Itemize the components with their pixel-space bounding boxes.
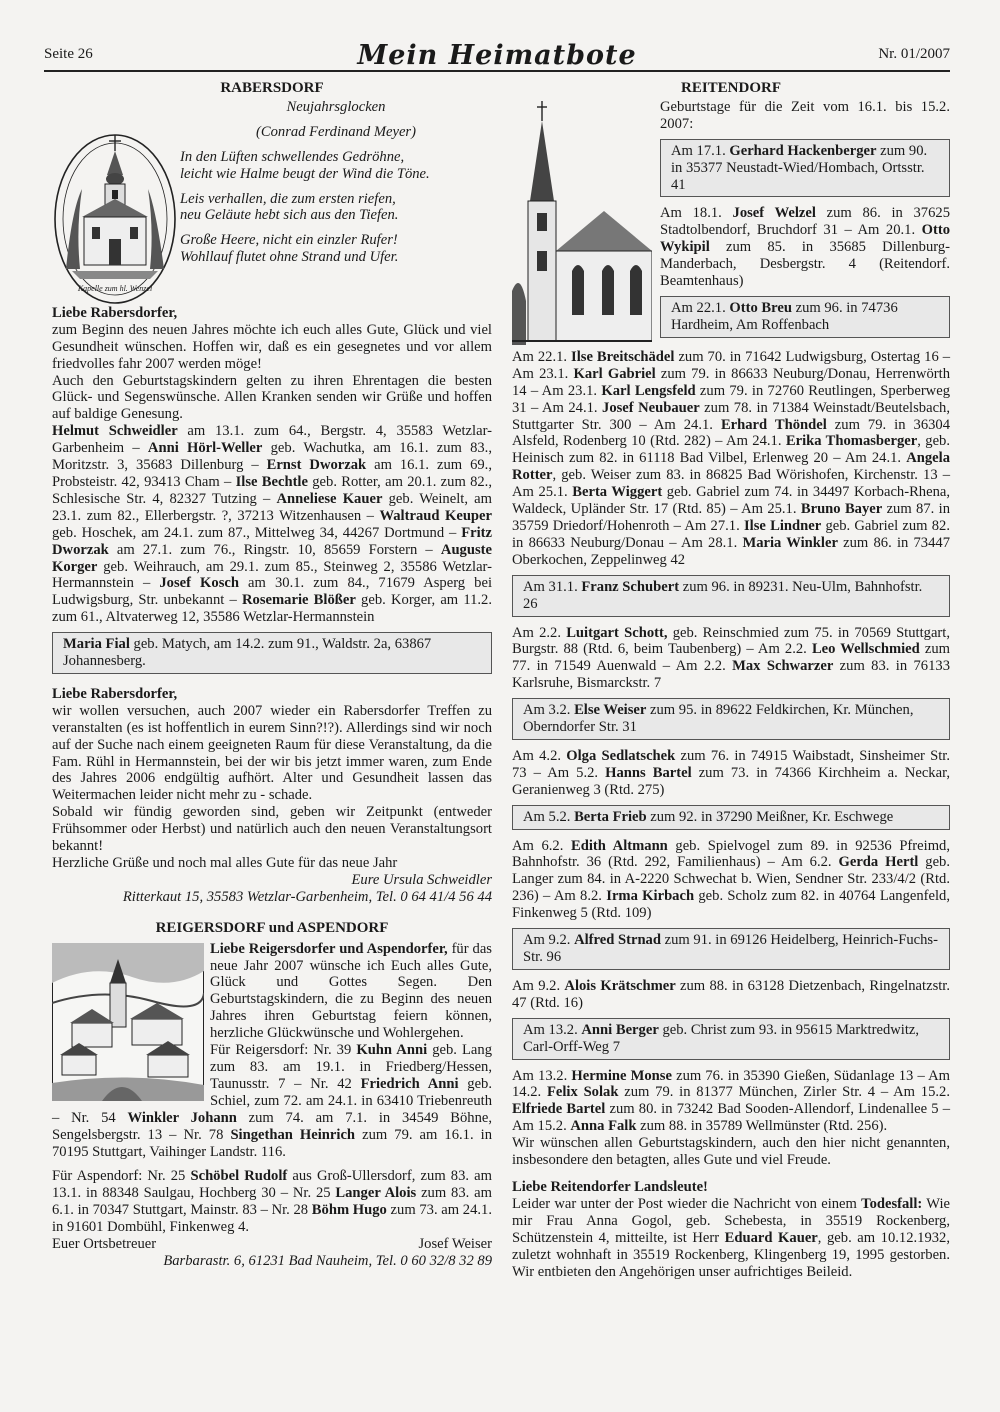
birthday-entry: Am 13.2. Hermine Monse zum 76. in 35390 Gießen, Südanlage 13 – Am 14.2. Felix Solak zum 79. in 81377 München, Zirler Str. 4 – Am 15.2. Elfriede Bartel zum 80. in 73242 Bad Sooden-Allendorf, Lindenallee 5 – Am 15.2. Anna Falk zum 88. in 35789 Wellmünster (Rtd. 256). bbox=[512, 1067, 951, 1135]
greeting-rabersdorf-2: Liebe Rabersdorfer, bbox=[52, 685, 178, 702]
intro-paragraph-2: Auch den Geburtstagskindern gelten zu ihren Ehrentagen die besten Glück- und Segenswünsche. Allen Kranken senden wir Grüße und hoffen auf baldige Genesung. bbox=[52, 372, 492, 423]
meeting-paragraph-2: Sobald wir fündig geworden sind, geben wir Zeitpunkt (entweder Frühsommer oder Herbst) und natürlich auch den neuen Veranstaltungsort bekannt! bbox=[52, 804, 492, 855]
birthday-entry: Am 6.2. Edith Altmann geb. Spielvogel zum 89. in 92536 Pfreimd, Bahnhofstr. 36 (Rtd. 292, Familienhaus) – Am 6.2. Gerda Hertl geb. Langer zum 84. in A-2220 Schwechat b. Wien, Sendner Str. 233/4/2 (Rtd. 236) – Am 8.2. Irma Kirbach geb. Scholz zum 82. in 40764 Langenfeld, Finkenweg 5 (Rtd. 109) bbox=[512, 837, 950, 922]
highlight-box-breu: Am 22.1. Otto Breu zum 96. in 74736 Hardheim, Am Roffenbach bbox=[660, 296, 950, 338]
closing-paragraph: Herzliche Grüße und noch mal alles Gute für das neue Jahr bbox=[52, 855, 398, 871]
wish-paragraph: Wir wünschen allen Geburtstagskindern, auch den hier nicht genannten, insbesondere den betagten, alles Gute und viel Freude. bbox=[512, 1135, 950, 1169]
birthday-list-reitendorf: Am 22.1. Ilse Breitschädel zum 70. in 71642 Ludwigsburg, Ostertag 16 – Am 23.1. Karl Gabriel zum 79. in 86633 Neuburg/Donau, Herrenwörth 14 – Am 23.1. Karl Lengsfeld zum 79. in 72760 Reutlingen, Sperberweg 31 – Am 24.1. Josef Neubauer zum 78. in 71384 Weinstadt/Beutelsbach, Stuttgarter Str. 300 – Am 24.1. Erhard Thöndel zum 79. in 36304 Alsfeld, Rodenberg 10 (Rtd. 282) – Am 24.1. Erika Thomasberger, geb. Heinisch zum 82. in 61118 Bad Vilbel, Erlenweg 20 – Am 24.1. Angela Rotter, geb. Weiser zum 83. in 86825 Bad Wörishofen, Kirchenstr. 13 – Am 25.1. Berta Wiggert geb. Gabriel zum 74. in 34497 Korbach-Rhena, Waldeck, Upländer Str. 17 (Rtd. 85) – Am 25.1. Bruno Bayer zum 87. in 35759 Driedorf/Hohenroth – Am 27.1. Ilse Lindner geb. Gabriel zum 82. in 86633 Neuburg/Donau – Am 28.1. Maria Winkler zum 86. in 73447 Oberkochen, Zeppelinweg 42 bbox=[512, 348, 951, 568]
masthead: Mein Heimatbote bbox=[357, 40, 637, 71]
poem-line: Große Heere, nicht ein einzler Rufer! bbox=[180, 232, 398, 249]
meeting-paragraph: wir wollen versuchen, auch 2007 wieder ein Rabersdorfer Treffen zu veranstalten (es ist hoffentlich in eurem Sinn?!?). Allerdings sind wir noch auf der Suche nach einem geeigneten Raum für diese Veranstaltung, da die Fam. Rühl in Hermannstein, bei der wir bis jetzt immer waren, zum Ende des Jahres 2006 endgültig aufhört. Alter und Gesundheit lassen das Weitermachen leider nicht mehr zu - schade. bbox=[52, 702, 492, 804]
highlight-box-strnad: Am 9.2. Alfred Strnad zum 91. in 69126 Heidelberg, Heinrich-Fuchs-Str. 96 bbox=[512, 928, 950, 970]
highlight-box-schubert: Am 31.1. Franz Schubert zum 96. in 89231. Neu-Ulm, Bahnhofstr. 26 bbox=[512, 575, 950, 617]
issue-number: Nr. 01/2007 bbox=[878, 46, 950, 62]
signature-name: Eure Ursula Schweidler bbox=[351, 871, 492, 888]
birthday-list-rabersdorf: Helmut Schweidler am 13.1. zum 64., Bergstr. 4, 35583 Wetzlar-Garbenheim – Anni Hörl-Weller geb. Wachutka, am 16.1. zum 83., Moritzstr. 3, 35683 Dillenburg – Ernst Dworzak am 16.1. zum 69., Probsteistr. 42, 93413 Cham – Ilse Bechtle geb. Rotter, am 20.1. zum 82., Schlesische Str. 4, 82327 Tutzing – Anneliese Kauer geb. Weinelt, am 23.1. zum 82., Ellerbergstr. ?, 37213 Witzenhausen – Waltraud Keuper geb. Hoschek, am 24.1. zum 87., Mittelweg 34, 44267 Dortmund – Fritz Dworzak am 27.1. zum 76., Ringstr. 10, 85659 Forstern – Auguste Korger geb. Weihrauch, am 29.1. zum 85., Steinweg 2, 35586 Wetzlar-Hermannstein – Josef Kosch am 30.1. zum 84., 71679 Asperg bei Ludwigsburg, Str. unbekannt – Rosemarie Blößer geb. Korger, am 11.2. zum 61., Altvaterweg 12, 35586 Wetzlar-Hermannstein bbox=[52, 423, 493, 626]
header-rule bbox=[44, 70, 950, 72]
poem bbox=[180, 99, 492, 266]
highlight-box-maria-fial: Maria Fial geb. Matych, am 14.2. zum 91., Waldstr. 2a, 63867 Johannesberg. bbox=[52, 632, 492, 674]
birthday-list-aspendorf: Für Aspendorf: Nr. 25 Schöbel Rudolf aus Groß-Ullersdorf, zum 83. am 13.1. in 88348 Saulgau, Hochberg 30 – Nr. 25 Langer Alois zum 83. am 6.1. in 70347 Stuttgart, Mainstr. 83 – Nr. 28 Böhm Hugo zum 73. am 24.1. in 91601 Dombühl, Finkenweg 4. bbox=[52, 1168, 492, 1236]
highlight-box-weiser: Am 3.2. Else Weiser zum 95. in 89622 Feldkirchen, Kr. München, Oberndorfer Str. 31 bbox=[512, 698, 950, 740]
poem-line: In den Lüften schwellendes Gedröhne, bbox=[180, 148, 405, 165]
greeting-reitendorf: Liebe Reitendorfer Landsleute! bbox=[512, 1178, 708, 1195]
page-number: Seite 26 bbox=[44, 46, 93, 62]
highlight-box-frieb: Am 5.2. Berta Frieb zum 92. in 37290 Meißner, Kr. Eschwege bbox=[512, 805, 950, 830]
birthday-entry: Am 2.2. Luitgart Schott, geb. Reinschmied zum 75. in 70569 Stuttgart, Burgstr. 88 (Rtd. 6, beim Taubenberg) – Am 2.2. Leo Wellschmied zum 77. in 71549 Auenwald – Am 2.2. Max Schwarzer zum 83. in 76133 Karlsruhe, Bismarckstr. 7 bbox=[512, 624, 950, 692]
reigersdorf-block bbox=[52, 941, 492, 1270]
emblem-caption: Kapelle zum hl. Wenzel bbox=[77, 283, 153, 293]
signature-role: Euer Ortsbetreuer bbox=[52, 1236, 157, 1253]
intro-paragraph: zum Beginn des neuen Jahres möchte ich euch alles Gute, Glück und viel Gesundheit wünschen. Hoffen wir, daß es ein gesegnetes und vor allem friedvolles fahr 2007 werden möge! bbox=[52, 321, 492, 372]
chapel-emblem-image bbox=[52, 129, 178, 305]
poem-block bbox=[52, 99, 492, 305]
poem-line: Wohllauf flutet ohne Strand und Ufer. bbox=[180, 249, 399, 266]
section-title-reitendorf: REITENDORF bbox=[680, 80, 781, 96]
greeting-reigersdorf: Liebe Reigersdorfer und Aspendorfer, bbox=[210, 940, 448, 957]
signature-name: Josef Weiser bbox=[418, 1236, 492, 1253]
highlight-box-hackenberger: Am 17.1. Gerhard Hackenberger zum 90. in 35377 Neustadt-Wied/Hombach, Ortsstr. 41 bbox=[660, 139, 950, 198]
village-engraving-image bbox=[52, 943, 204, 1101]
signature-row bbox=[52, 1236, 492, 1253]
left-column bbox=[52, 80, 492, 1270]
right-column bbox=[512, 80, 950, 1280]
poem-line: Leis verhallen, die zum ersten riefen, bbox=[180, 190, 396, 207]
reitendorf-intro: Geburtstage für die Zeit vom 16.1. bis 15.2. 2007: bbox=[660, 98, 950, 132]
signature-address: Ritterkaut 15, 35583 Wetzlar-Garbenheim, Tel. 0 64 41/4 56 44 bbox=[122, 888, 492, 905]
birthday-entry: Am 18.1. Josef Welzel zum 86. in 37625 Stadtolbendorf, Bruchdorf 31 – Am 20.1. Otto Wykipil zum 85. in 35685 Dillenburg-Manderbach, Desbergstr. 4 (Reitendorf. Beamtenhaus) bbox=[660, 205, 950, 290]
birthday-list-reigersdorf: Für Reigersdorf: Nr. 39 Kuhn Anni geb. Lang zum 83. am 19.1. in Friedberg/Hessen, Taunusstr. 7 – Nr. 42 Friedrich Anni geb. Schiel, zum 72. am 24.1. in 63410 Triebenreuth – Nr. 54 Winkler Johann zum 74. am 7.1. in 34549 Böhne, Sengelsbergstr. 13 – Nr. 78 Singethan Heinrich zum 79. am 16.1. in 70195 Stuttgart, Vaihinger Landstr. 116. bbox=[52, 1042, 493, 1160]
church-engraving-image bbox=[512, 101, 652, 345]
poem-title: Neujahrsglocken bbox=[286, 98, 386, 115]
highlight-box-berger: Am 13.2. Anni Berger geb. Christ zum 93. in 95615 Marktredwitz, Carl-Orff-Weg 7 bbox=[512, 1018, 950, 1060]
poem-line: neu Geläute hebt sich aus den Tiefen. bbox=[180, 207, 399, 224]
obituary-paragraph: Leider war unter der Post wieder die Nachricht von einem Todesfall: Wie mir Frau Anna Gogol, geb. Schebesta, in 35519 Rockenberg, Schützenstein 4, mitteilte, ist Herr Eduard Kauer, geb. am 10.12.1932, zuletzt wohnhaft in 35519 Rockenberg, Klingenberg 19, 1995 gestorben. Wir entbieten den Angehörigen unser aufrichtiges Beileid. bbox=[512, 1195, 951, 1280]
greeting-rabersdorf: Liebe Rabersdorfer, bbox=[52, 304, 178, 321]
signature-address: Barbarastr. 6, 61231 Bad Nauheim, Tel. 0 60 32/8 32 89 bbox=[163, 1252, 492, 1269]
page-header bbox=[44, 40, 950, 74]
section-title-rabersdorf: RABERSDORF bbox=[220, 80, 324, 96]
poem-author: (Conrad Ferdinand Meyer) bbox=[256, 123, 416, 140]
intro-reigersdorf: für das neue Jahr 2007 wünsche ich Euch alles Gute, Glück und Gottes Segen. Den Geburtstagskindern, die zu Beginn des neuen Jahres ihren Geburtstag feiern können, herzliche Glückwünsche und Wohlergehen. bbox=[210, 940, 492, 1042]
birthday-entry: Am 4.2. Olga Sedlatschek zum 76. in 74915 Waibstadt, Sinsheimer Str. 73 – Am 5.2. Hanns Bartel zum 73. in 74366 Kirchheim a. Neckar, Geranienweg 3 (Rtd. 275) bbox=[512, 747, 951, 798]
section-title-reigersdorf: REIGERSDORF und ASPENDORF bbox=[155, 919, 389, 936]
birthday-entry: Am 9.2. Alois Krätschmer zum 88. in 63128 Dietzenbach, Ringelnatzstr. 47 (Rtd. 16) bbox=[512, 977, 951, 1011]
poem-line: leicht wie Halme beugt der Wind die Töne. bbox=[180, 165, 430, 182]
